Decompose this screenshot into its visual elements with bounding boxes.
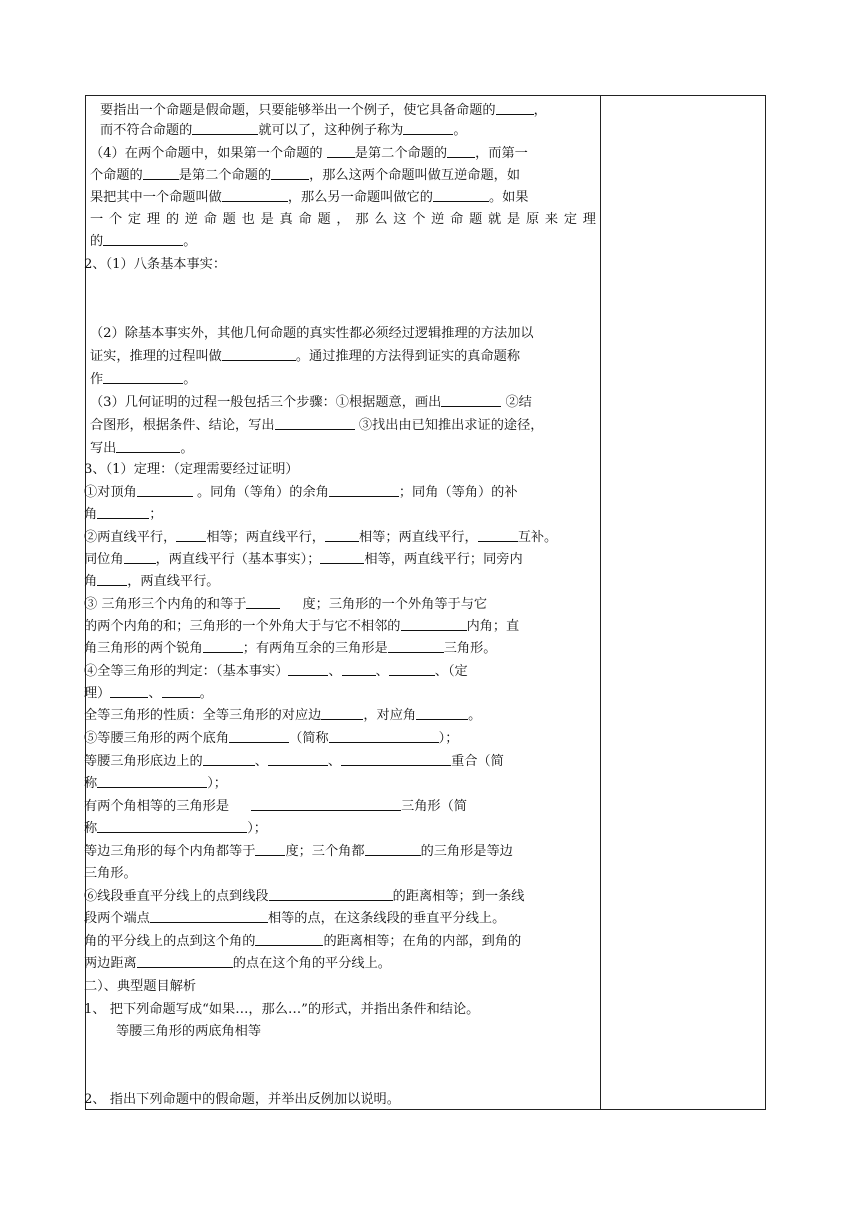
text-line: 合图形，根据条件、结论，写出 ③找出由已知推出求证的途径，	[90, 418, 544, 433]
text-line: 作 。	[90, 372, 197, 387]
text-line: 三角形。	[84, 866, 137, 881]
text-line: （2）除基本事实外，其他几何命题的真实性都必须经过逻辑推理的方法加以	[90, 326, 534, 341]
blank	[162, 684, 200, 698]
text-line: 称 ）；	[84, 776, 227, 791]
text-line: 的两个内角的和；三角形的一个外角大于与它不相邻的 内角；直	[84, 619, 520, 634]
question-1-statement: 等腰三角形的两底角相等	[116, 1024, 262, 1039]
blank	[143, 166, 179, 180]
blank	[97, 572, 127, 586]
text-line: 等腰三角形底边上的 、 、 重合（简	[84, 754, 504, 769]
blank	[365, 842, 421, 856]
blank	[441, 393, 501, 407]
blank	[229, 729, 289, 743]
blank	[478, 528, 518, 542]
text-line: ⑥线段垂直平分线上的点到线段 的距离相等；到一条线	[84, 889, 525, 904]
blank	[268, 752, 328, 766]
question-1: 1、 把下列命题写成“如果…，那么…”的形式，并指出条件和结论。	[84, 1002, 480, 1017]
text-line: ④全等三角形的判定：（基本事实） 、 、 、（定	[84, 664, 468, 679]
section-heading: 2、（1）八条基本事实：	[84, 257, 227, 272]
text-line: 两边距离 的点在这个角的平分线上。	[84, 956, 391, 971]
blank	[97, 819, 247, 833]
text-line: 要指出一个命题是假命题，只要能够举出一个例子，使它具备命题的 ，	[100, 103, 547, 118]
text-line: 一个定理的逆命题也是真命题，那么这个逆命题就是原来定理	[90, 212, 596, 227]
text-line: 同位角 ，两直线平行（基本事实）； 相等，两直线平行；同旁内	[84, 552, 523, 567]
blank	[203, 639, 243, 653]
blank	[255, 842, 285, 856]
blank	[203, 752, 255, 766]
blank	[110, 684, 148, 698]
text-line: 角三角形的两个锐角 ；有两角互余的三角形是 三角形。	[84, 641, 497, 656]
text-line: 段两个端点 相等的点，在这条线段的垂直平分线上。	[84, 911, 506, 926]
blank	[447, 144, 475, 158]
blank	[251, 797, 401, 811]
blank	[97, 505, 149, 519]
blank	[103, 370, 183, 384]
text-line: 角的平分线上的点到这个角的 的距离相等；在角的内部，到角的	[84, 934, 522, 949]
text-line: ①对顶角 。同角（等角）的余角 ；同角（等角）的补	[84, 485, 518, 500]
blank	[496, 101, 534, 115]
blank	[327, 144, 355, 158]
question-2: 2、 指出下列命题中的假命题，并举出反例加以说明。	[84, 1092, 400, 1107]
blank	[325, 528, 359, 542]
text-line: 证实，推理的过程叫做 。通过推理的方法得到证实的真命题称	[90, 349, 521, 364]
text-line: 等边三角形的每个内角都等于 度；三个角都 的三角形是等边	[84, 844, 513, 859]
text-line: 称 ）；	[84, 821, 267, 836]
blank	[321, 706, 363, 720]
text-line: 理） 、 。	[84, 686, 213, 701]
blank	[222, 347, 296, 361]
text-line: ⑤等腰三角形的两个底角 （简称 ）；	[84, 731, 459, 746]
blank	[137, 483, 193, 497]
blank	[124, 550, 156, 564]
text-line: 而不符合命题的 就可以了，这种例子称为 。	[100, 123, 467, 138]
blank	[416, 706, 468, 720]
blank	[150, 909, 268, 923]
text-line: 角 ；	[84, 507, 163, 522]
blank	[388, 639, 444, 653]
text-line: ②两直线平行， 相等；两直线平行， 相等；两直线平行， 互补。	[84, 530, 558, 545]
section-heading: 二）、典型题目解析	[84, 979, 197, 994]
blank	[255, 932, 323, 946]
text-line: 果把其中一个命题叫做 ，那么另一命题叫做它的 。如果	[90, 190, 529, 205]
text-line: ③ 三角形三个内角的和等于 度；三角形的一个外角等于与它	[84, 597, 488, 612]
section-heading: 3、（1）定理：（定理需要经过证明）	[84, 462, 299, 477]
blank	[342, 662, 376, 676]
text-line: 有两个角相等的三角形是 三角形（简	[84, 799, 467, 814]
text-line: 个命题的 是第二个命题的 ，那么这两个命题叫做互逆命题，如	[90, 168, 521, 183]
blank	[433, 188, 489, 202]
text-line: （4）在两个命题中，如果第一个命题的 是第二个命题的 ，而第一	[90, 146, 528, 161]
text-line: 写出 。	[90, 441, 194, 456]
blank	[341, 752, 451, 766]
text-line: 的 。	[90, 234, 197, 249]
blank	[222, 188, 288, 202]
blank	[192, 121, 258, 135]
blank	[329, 729, 439, 743]
text-line: 全等三角形的性质：全等三角形的对应边 ，对应角 。	[84, 708, 482, 723]
blank	[288, 662, 328, 676]
blank	[97, 774, 207, 788]
blank	[103, 232, 183, 246]
blank	[176, 528, 206, 542]
blank	[329, 483, 399, 497]
text-line: （3）几何证明的过程一般包括三个步骤：①根据题意，画出 ②结	[90, 395, 532, 410]
blank	[401, 617, 467, 631]
blank	[275, 416, 355, 430]
text-line: 角 ，两直线平行。	[84, 574, 220, 589]
blank	[137, 954, 233, 968]
blank	[116, 439, 180, 453]
blank	[269, 887, 393, 901]
blank	[320, 550, 364, 564]
column-divider	[600, 95, 601, 1110]
blank	[271, 166, 309, 180]
blank	[403, 121, 453, 135]
blank	[389, 662, 435, 676]
blank	[246, 595, 280, 609]
